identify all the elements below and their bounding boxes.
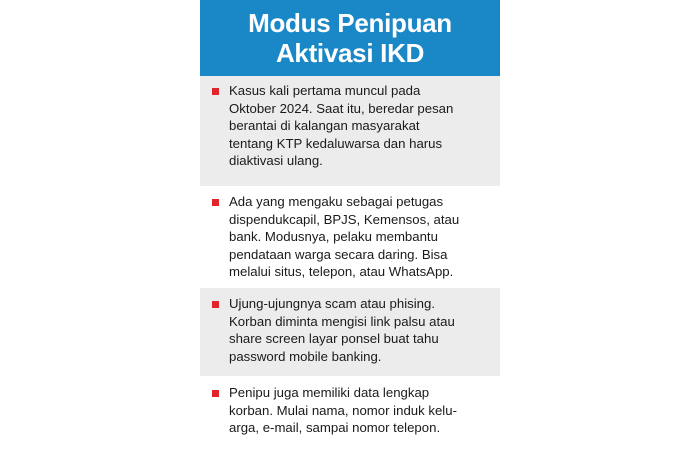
item-line: tentang KTP kedaluwarsa dan harus [229,135,443,151]
item-line: korban. Mulai nama, nomor induk kelu- [229,402,457,418]
item-line: dispendukcapil, BPJS, Kemensos, atau [229,211,460,227]
item-text [229,193,490,281]
item-line: diaktivasi ulang. [229,153,323,168]
item-line: bank. Modusnya, pelaku membantu [229,229,438,244]
item-text [229,295,490,365]
infographic-card [200,0,500,450]
item-line: Oktober 2024. Saat itu, beredar pesan [229,100,454,116]
bullet-icon [212,301,219,308]
title-banner [200,0,500,76]
item-line: password mobile banking. [229,348,382,364]
item-line: arga, e-mail, sampai nomor telepon. [229,420,441,435]
list-item [200,186,500,288]
item-line: share screen layar ponsel buat tahu [229,331,439,346]
bullet-icon [212,199,219,206]
item-text [229,82,490,170]
item-line: Ada yang mengaku sebagai petugas [229,194,444,209]
bullet-icon [212,390,219,397]
list-item [200,288,500,376]
item-line: pendataan warga secara daring. Bisa [229,246,448,262]
list-item [200,376,500,450]
item-line: Kasus kali pertama muncul pada [229,83,421,98]
title-line-1: Modus Penipuan [248,8,452,38]
item-text [229,384,490,437]
item-line: melalui situs, telepon, atau WhatsApp. [229,264,454,279]
item-line: Korban diminta mengisi link palsu atau [229,313,455,329]
item-line: Penipu juga memiliki data lengkap [229,385,430,400]
item-line: berantai di kalangan masyarakat [229,118,420,133]
title-line-2: Aktivasi IKD [275,38,425,68]
list-item [200,76,500,186]
item-line: Ujung-ujungnya scam atau phising. [229,296,435,311]
bullet-icon [212,88,219,95]
